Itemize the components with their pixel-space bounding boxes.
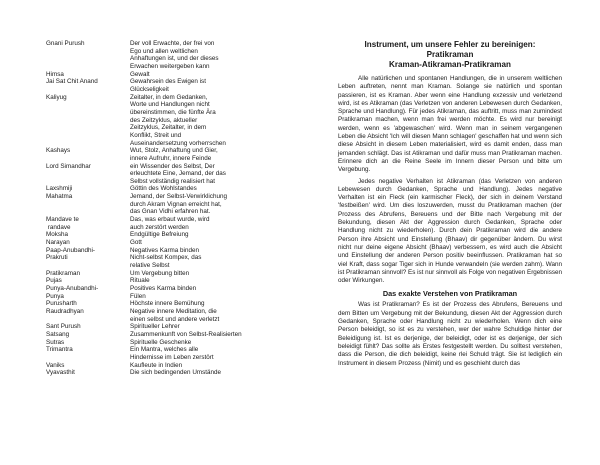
glossary-definition-line: Auseinandersetzung vorherrschen xyxy=(130,139,226,147)
glossary-definition-line: Anhaftungen ist, und der dieses xyxy=(130,55,219,63)
glossary-definition xyxy=(130,346,308,361)
glossary-entry xyxy=(46,300,308,308)
glossary-term: Raudradhyan xyxy=(46,307,84,315)
glossary-definition-line: innere Aufruhr, innere Feinde xyxy=(130,154,212,162)
glossary-definition-line: Wut, Stolz, Anhaftung und Gier, xyxy=(130,147,218,155)
glossary-term: Kaliyug xyxy=(46,93,67,101)
glossary-term: Punya xyxy=(46,292,64,300)
glossary-term: Kashays xyxy=(46,147,71,155)
glossary-entry xyxy=(46,94,308,148)
glossary-definition xyxy=(130,185,308,193)
glossary xyxy=(46,40,308,377)
glossary-definition xyxy=(130,247,308,255)
glossary-entry xyxy=(46,323,308,331)
glossary-term: Narayan xyxy=(46,239,70,247)
glossary-term: Vaniks xyxy=(46,361,65,369)
glossary-definition-line: ein Wissender des Selbst, Der xyxy=(130,162,215,170)
glossary-definition-line: relative Selbst xyxy=(130,262,170,270)
glossary-definition-line: Ein Mantra, welches alle xyxy=(130,346,199,354)
glossary-entry xyxy=(46,346,308,361)
article xyxy=(338,40,562,368)
glossary-entry xyxy=(46,40,308,71)
glossary-term: Himsa xyxy=(46,70,64,78)
glossary-term: Pratikraman xyxy=(46,269,80,277)
glossary-term: Moksha xyxy=(46,231,69,239)
glossary-term: Sutras xyxy=(46,338,65,346)
glossary-definition xyxy=(130,216,308,231)
glossary-definition-line: auch zerstört werden xyxy=(130,223,189,231)
glossary-term: Vyavasthit xyxy=(46,369,75,377)
glossary-definition-line: durch Akram Vignan erreicht hat, xyxy=(130,200,222,208)
glossary-definition xyxy=(130,78,308,93)
glossary-definition-line: Zeitalter, in dem Gedanken, xyxy=(130,93,208,101)
glossary-definition-line: Erwachen weitergeben kann xyxy=(130,62,210,70)
glossary-entry xyxy=(46,339,308,347)
article-title-line-1: Instrument, um unsere Fehler zu bereinigen: xyxy=(364,40,536,49)
glossary-definition xyxy=(130,285,308,293)
glossary-entry xyxy=(46,216,308,231)
glossary-definition-line: Hindernisse im Leben zerstört xyxy=(130,353,214,361)
glossary-entry xyxy=(46,78,308,93)
glossary-term: Punya-Anubandhi- xyxy=(46,285,99,292)
glossary-entry xyxy=(46,147,308,162)
glossary-definition xyxy=(130,270,308,278)
glossary-definition xyxy=(130,362,308,370)
glossary-definition xyxy=(130,71,308,79)
glossary-term: Satsang xyxy=(46,330,70,338)
glossary-term: Purusharth xyxy=(46,300,77,308)
glossary-definition-line: Spiritueller Lehrer xyxy=(130,323,180,331)
article-subheading: Das exakte Verstehen von Pratikraman xyxy=(382,289,518,299)
glossary-entry xyxy=(46,285,308,293)
glossary-definition-line: Kaufleute in Indien xyxy=(130,361,183,369)
glossary-term: Prakruti xyxy=(46,254,68,262)
glossary-definition-line: Göttin des Wohlstandes xyxy=(130,185,197,193)
glossary-definition-line: Worte und Handlungen nicht xyxy=(130,101,210,109)
glossary-definition xyxy=(130,323,308,331)
glossary-definition xyxy=(130,40,308,71)
glossary-definition xyxy=(130,147,308,162)
glossary-definition xyxy=(130,369,308,377)
article-title xyxy=(338,40,562,70)
glossary-definition-line: Das, was erbaut wurde, wird xyxy=(130,216,210,224)
glossary-entry xyxy=(46,231,308,239)
glossary-definition-line: Zeitzyklus, Zeitalter, in dem xyxy=(130,124,207,132)
glossary-definition xyxy=(130,331,308,339)
glossary-entry xyxy=(46,293,308,301)
glossary-definition-line: Um Vergebung bitten xyxy=(130,269,190,277)
glossary-entry xyxy=(46,277,308,285)
glossary-entry xyxy=(46,71,308,79)
glossary-definition xyxy=(130,339,308,347)
glossary-entry xyxy=(46,185,308,193)
glossary-term: Mandave te randave xyxy=(46,216,79,231)
glossary-definition-line: Zusammenkunft von Selbst-Realisierten xyxy=(130,330,242,338)
glossary-definition xyxy=(130,254,308,269)
glossary-term: Sant Purush xyxy=(46,323,81,331)
glossary-definition-line: einen selbst und andere verletzt xyxy=(130,315,220,323)
article-paragraph-1: Alle natürlichen und spontanen Handlungen, die in unserem weltlichen Leben auftreten, nennt man Kraman. Solange sie natürlich und spontan passieren, ist es Kraman. Aber wenn eine Handlung exzessiv und verletzend wird, ist es Atikraman (das Verletzen von anderen Lebewesen durch Gedanken, Sprache und Handlung). Für jedes Atikraman, das auftritt, muss man zumindest Pratikraman machen, wenn man frei werden möchte. Es wird nur bereinigt werden, wenn es 'abgewaschen' wird. Wenn man in seinem vergangenen Leben die Absicht 'Ich will diesen Mann schlagen' geschaffen hat und wenn sich diese Absicht in diesem Leben materialisiert, wird es damit enden, dass man jemanden schlägt. Das ist Atikraman und dafür muss man Pratikraman machen. Erinnere dich an die Reine Seele im Innern dieser Person und bitte um Vergebung. xyxy=(338,75,562,174)
glossary-definition-line: Gewahrsein des Ewigen ist xyxy=(130,78,206,86)
glossary-definition-line: Negatives Karma binden xyxy=(130,246,199,254)
glossary-definition-line: Gewalt xyxy=(130,70,150,78)
glossary-definition-line: erleuchtete Eine, Jemand, der das xyxy=(130,170,226,178)
glossary-definition-line: Gott xyxy=(130,239,142,247)
glossary-definition-line: des Zeitzyklus, aktueller xyxy=(130,116,198,124)
glossary-term: Laxshmiji xyxy=(46,185,73,193)
article-paragraph-2: Jedes negative Verhalten ist Atikraman (das Verletzen von anderen Lebewesen durch Gedanken, Sprache und Handlung). Jedes negative Verhalten ist ein Fleck (ein karmischer Fleck), der sich in deinem Verstand 'festbeißen' wird. Um dies loszuwerden, musst du Pratikraman machen (der Prozess des Abrufens, Bereuens und der Bitte nach Vergebung mit der Bekundung, diesen Akt der Aggression durch Gedanken, Sprache oder Handlung nicht zu wiederholen). Durch dein Pratikraman wird die andere Person ihre Absicht und Einstellung (Bhaav) dir gegenüber ändern. Du wirst nicht nur deine eigene Absicht (Bhaav) verbessern, es wird auch die Absicht und Einstellung der anderen Person positiv beeinflussen. Pratikraman hat so viel Kraft, dass sogar Tiger sich in Hunde verwandeln (sie werden zahm). Wann ist Pratikraman sinnvoll? Es ist nur sinnvoll als Folge von negativen Ergebnissen oder Wirkungen. xyxy=(338,177,563,285)
glossary-definition xyxy=(130,308,308,323)
glossary-definition-line: Höchste innere Bemühung xyxy=(130,300,205,308)
glossary-definition-line: Endgültige Befreiung xyxy=(130,231,189,239)
glossary-term: Lord Simandhar xyxy=(46,162,91,170)
glossary-entry xyxy=(46,193,308,216)
glossary-definition xyxy=(130,300,308,308)
glossary-definition-line: Rituale xyxy=(130,277,150,285)
glossary-term: Mahatma xyxy=(46,193,73,201)
glossary-entry xyxy=(46,163,308,186)
glossary-definition xyxy=(130,193,308,216)
glossary-entry xyxy=(46,239,308,247)
glossary-definition-line: Nicht-selbst Kompex, das xyxy=(130,254,202,262)
glossary-definition-line: Ego und allen weltlichen xyxy=(130,47,198,55)
article-title-line-3: Kraman-Atikraman-Pratikraman xyxy=(389,60,511,69)
glossary-definition xyxy=(130,293,308,301)
glossary-definition-line: Die sich bedingenden Umstände xyxy=(130,369,222,377)
glossary-definition-line: übereinstimmen, die fünfte Ära xyxy=(130,108,216,116)
glossary-definition-line: Glückseligkeit xyxy=(130,85,169,93)
glossary-definition-line: Jemand, der Selbst-Verwirklichung xyxy=(130,193,227,201)
glossary-term: Jai Sat Chit Anand xyxy=(46,78,98,86)
glossary-definition-line: Spirituelle Geschenke xyxy=(130,338,192,346)
glossary-entry xyxy=(46,362,308,370)
glossary-entry xyxy=(46,308,308,323)
glossary-definition xyxy=(130,163,308,186)
glossary-definition-line: Positives Karma binden xyxy=(130,285,197,292)
glossary-entry xyxy=(46,331,308,339)
glossary-term: Pujas xyxy=(46,277,62,285)
article-title-line-2: Pratikraman xyxy=(426,50,474,59)
glossary-entry xyxy=(46,270,308,278)
glossary-definition xyxy=(130,277,308,285)
glossary-definition-line: Selbst vollständig realisiert hat xyxy=(130,177,216,185)
glossary-definition xyxy=(130,231,308,239)
glossary-entry xyxy=(46,247,308,255)
glossary-definition-line: Negative innere Meditation, die xyxy=(130,307,217,315)
glossary-definition-line: Fülen xyxy=(130,292,146,300)
glossary-definition-line: das Gnan Vidhi erfahren hat. xyxy=(130,208,211,216)
glossary-term: Trimantra xyxy=(46,346,73,354)
glossary-entry xyxy=(46,369,308,377)
glossary-definition xyxy=(130,94,308,148)
glossary-definition-line: Konflikt, Streit und xyxy=(130,131,182,139)
glossary-term: Paap-Anubandhi- xyxy=(46,246,96,254)
glossary-entry xyxy=(46,254,308,269)
article-paragraph-3: Was ist Pratikraman? Es ist der Prozess des Abrufens, Bereuens und dem Bitten um Vergebung mit der Bekundung, diesen Akt der Aggression durch Gedanken, Sprache oder Handlung nicht zu wiederholen. Wenn dich eine Person beleidigt, so ist es zu verstehen, wer der wahre Schuldige hinter der Beleidigung ist. Ist es derjenige, der beleidigt, oder ist es derjenige, der sich beleidigt fühlt? Das sollte als Erstes festgestellt werden. Du solltest verstehen, dass die Person, die dich beleidigt, keine rlei Schuld trägt. Sie ist lediglich ein Instrument in diesem Prozess (Nimit) und es geschieht durch das xyxy=(338,301,562,367)
glossary-definition xyxy=(130,239,308,247)
glossary-term: Gnani Purush xyxy=(46,40,85,47)
glossary-definition-line: Der voll Erwachte, der frei von xyxy=(130,40,215,47)
